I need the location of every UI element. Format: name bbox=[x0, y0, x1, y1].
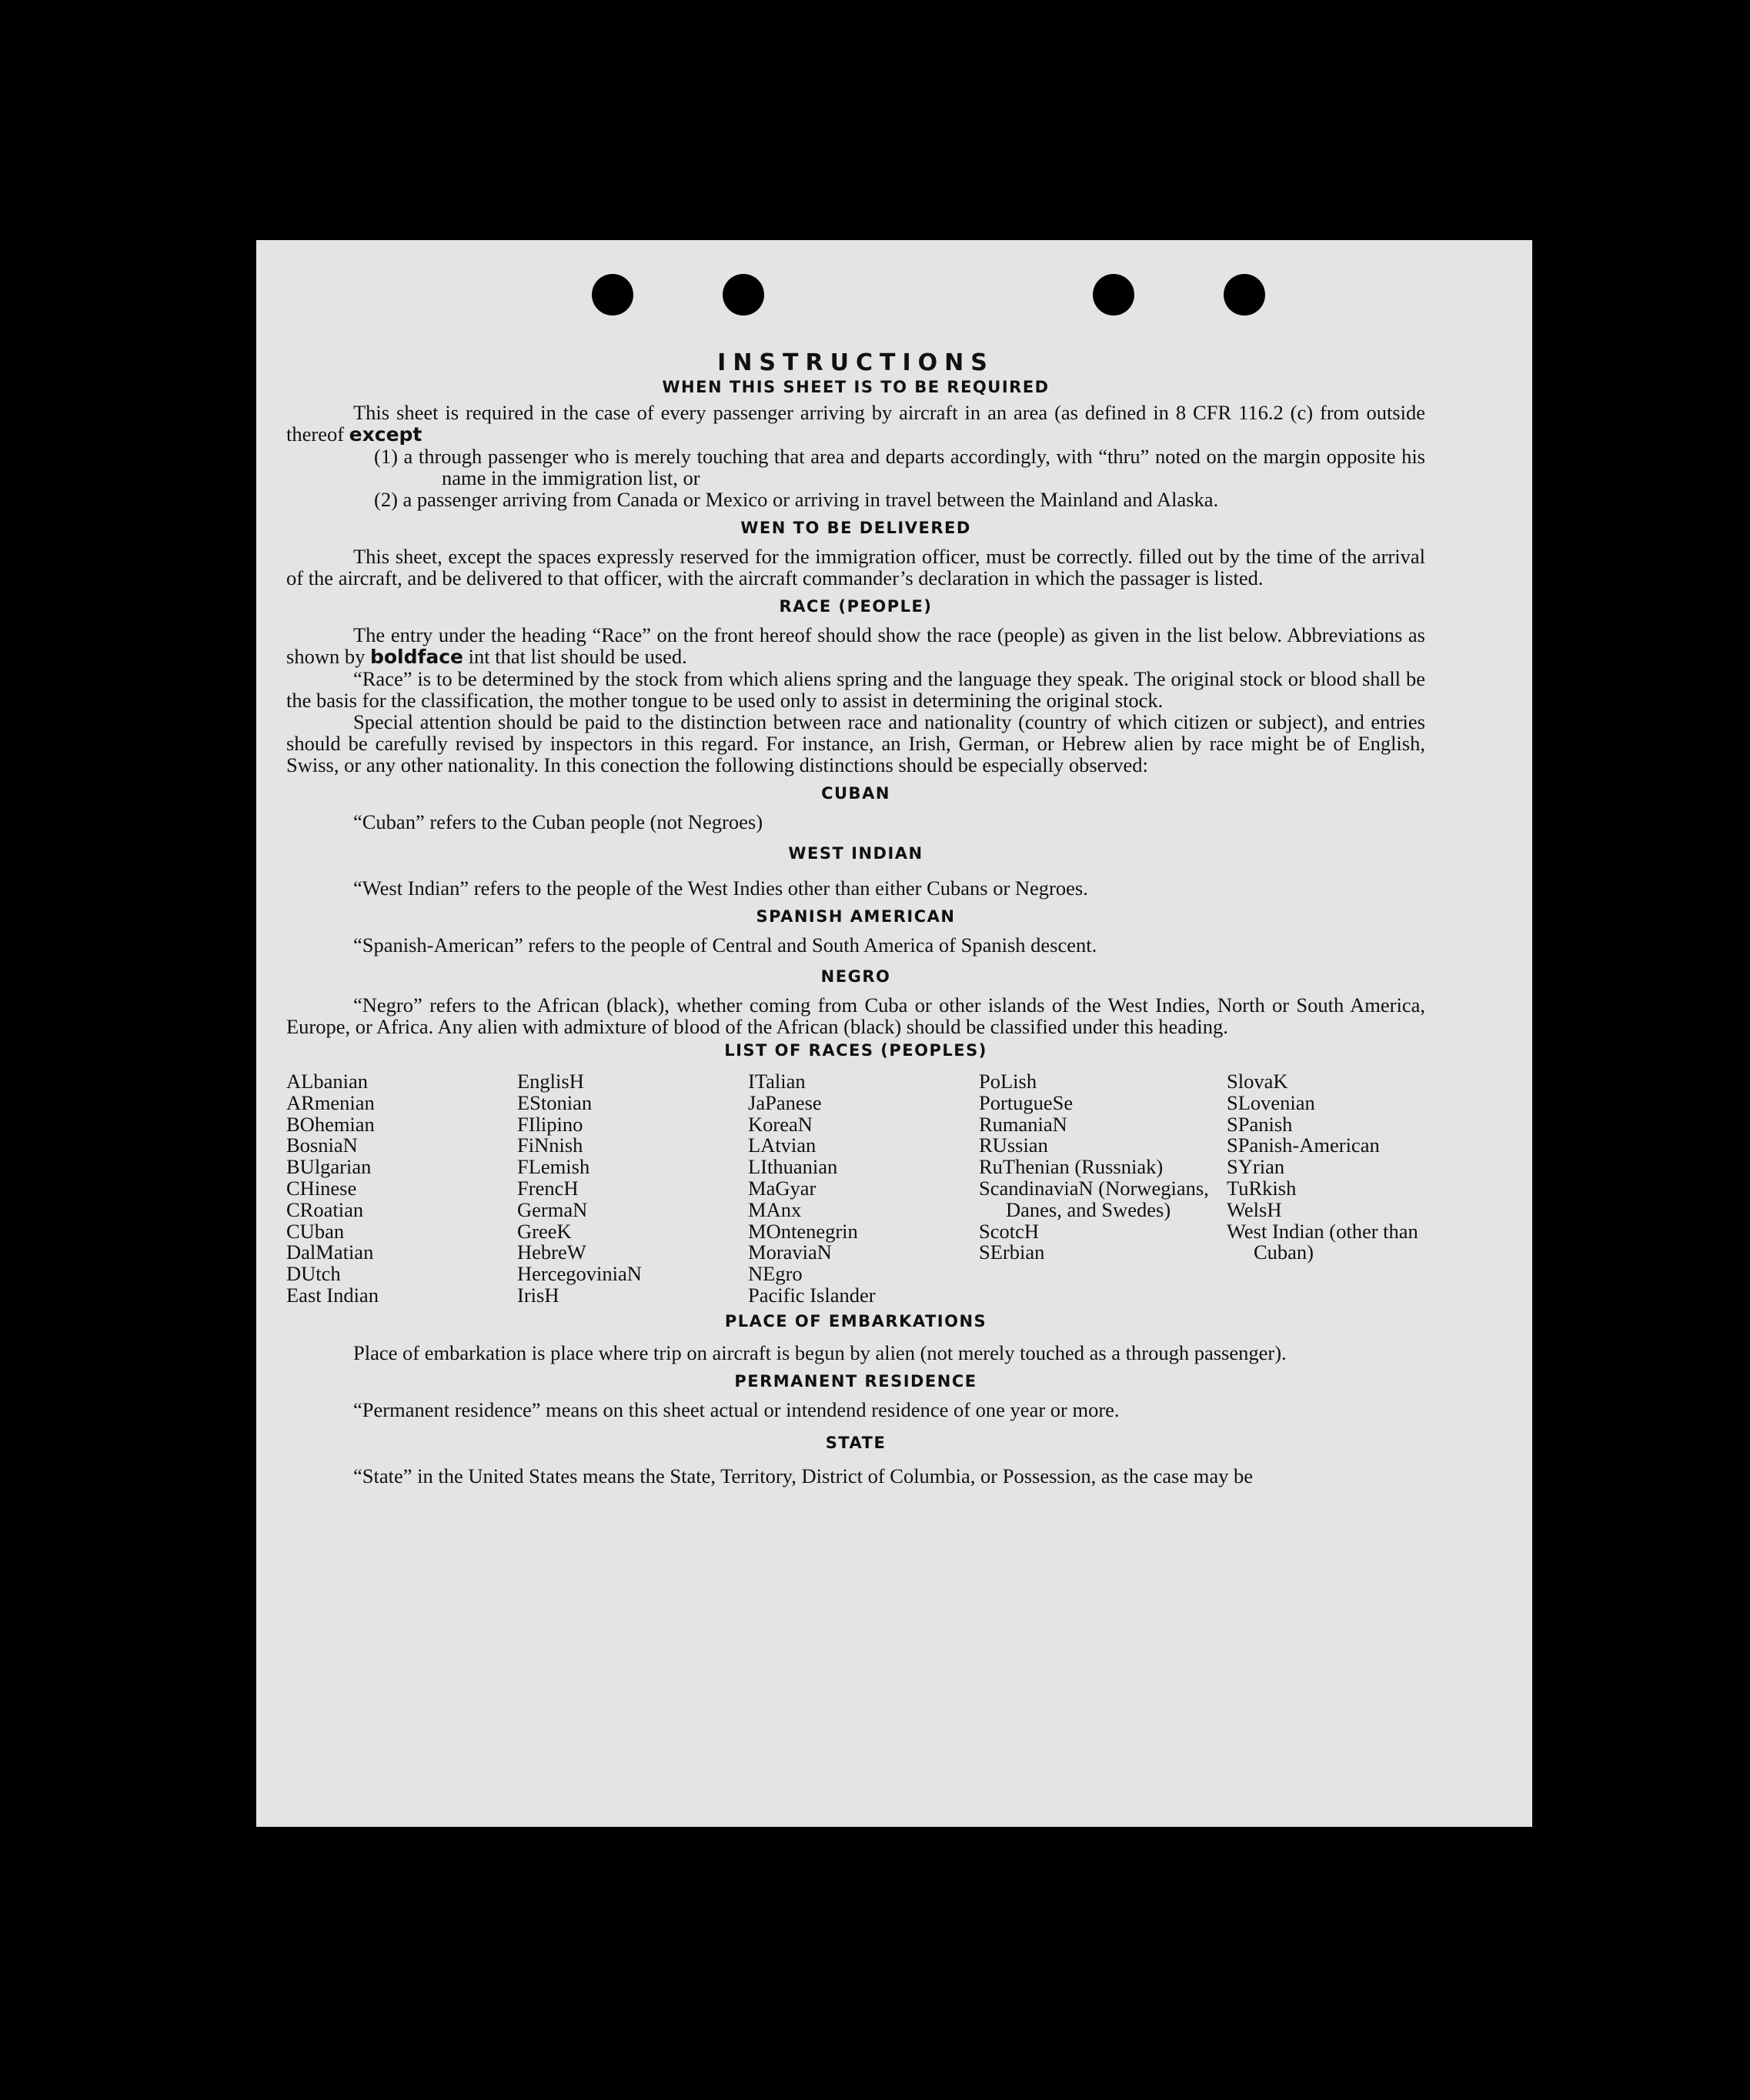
race-item: EnglisH bbox=[517, 1070, 584, 1093]
delivered-text: This sheet, except the spaces expressly reserved for the immigration officer, must be correctly. filled out by the time of the arrival of the aircraft, and be delivered to that officer, with the aircraft commander’s declaration in which the passager is listed. bbox=[286, 545, 1425, 589]
race-p1-text: The entry under the heading “Race” on the front hereof should show the race (people) as given in the list below. Abbreviations as shown by bbox=[286, 623, 1425, 668]
race-item: SYrian bbox=[1227, 1155, 1285, 1179]
section-heading-negro: NEGRO bbox=[820, 967, 891, 986]
races-list bbox=[286, 1071, 1425, 1307]
page-title: INSTRUCTIONS bbox=[717, 349, 994, 376]
race-item: ScandinaviaN (Norwegians, Danes, and Swedes) bbox=[979, 1176, 1209, 1221]
races-column bbox=[286, 1071, 517, 1307]
races-column bbox=[979, 1071, 1227, 1307]
punch-hole bbox=[723, 274, 764, 316]
races-column bbox=[1227, 1071, 1425, 1307]
section-heading-delivered: WEN TO BE DELIVERED bbox=[740, 519, 971, 537]
race-item: SlovaK bbox=[1227, 1070, 1288, 1093]
race-item: MOntenegrin bbox=[748, 1219, 858, 1243]
section-heading-races-list: LIST OF RACES (PEOPLES) bbox=[724, 1041, 987, 1060]
race-item: NEgro bbox=[748, 1262, 803, 1286]
race-item: EStonian bbox=[517, 1090, 593, 1114]
west-indian-text: “West Indian” refers to the people of the West Indies other than either Cubans or Negroes. bbox=[353, 876, 1088, 900]
race-item: SErbian bbox=[979, 1240, 1045, 1264]
race-item: CUban bbox=[286, 1219, 345, 1243]
race-item: FLemish bbox=[517, 1155, 590, 1179]
embarkation-text: Place of embarkation is place where trip on aircraft is begun by alien (not merely touched as a through passenger). bbox=[353, 1340, 1287, 1364]
race-item: HercegoviniaN bbox=[517, 1262, 642, 1286]
instructions-content bbox=[286, 349, 1425, 1487]
race-item: BosniaN bbox=[286, 1133, 358, 1157]
section-heading-race: RACE (PEOPLE) bbox=[779, 597, 933, 616]
race-item: West Indian (other than Cuban) bbox=[1227, 1219, 1418, 1264]
race-item: MoraviaN bbox=[748, 1240, 832, 1264]
required-keyword: except bbox=[349, 423, 422, 446]
race-item: HebreW bbox=[517, 1240, 586, 1264]
race-item: CRoatian bbox=[286, 1197, 364, 1221]
punch-hole bbox=[592, 274, 633, 316]
race-item: SPanish-American bbox=[1227, 1133, 1380, 1157]
race-item: GreeK bbox=[517, 1219, 572, 1243]
section-heading-embarkation: PLACE OF EMBARKATIONS bbox=[724, 1311, 987, 1330]
race-item: MAnx bbox=[748, 1197, 802, 1221]
race-paragraph-2: “Race” is to be determined by the stock from which aliens spring and the language they speak. The original stock or blood shall be the basis for the classification, the mother tongue to be used only to assist in determining the original stock. bbox=[286, 667, 1425, 712]
race-item: ALbanian bbox=[286, 1070, 368, 1093]
required-intro-text: This sheet is required in the case of every passenger arriving by aircraft in an area (as defined in 8 CFR 116.2 (c) from outside thereof bbox=[286, 401, 1425, 446]
race-item: FiNnish bbox=[517, 1133, 583, 1157]
race-item: FrencH bbox=[517, 1176, 579, 1200]
race-item: JaPanese bbox=[748, 1090, 822, 1114]
race-item: BOhemian bbox=[286, 1112, 375, 1136]
required-item-2: (2) a passenger arriving from Canada or Mexico or arriving in travel between the Mainland and Alaska. bbox=[374, 488, 1219, 511]
race-p1-after: int that list should be used. bbox=[468, 645, 687, 668]
race-p1-keyword: boldface bbox=[369, 646, 464, 668]
section-heading-required: WHEN THIS SHEET IS TO BE REQUIRED bbox=[662, 378, 1050, 396]
race-item: IrisH bbox=[517, 1283, 559, 1307]
race-item: TuRkish bbox=[1227, 1176, 1297, 1200]
section-heading-state: STATE bbox=[825, 1433, 887, 1452]
required-item-1: (1) a through passenger who is merely touching that area and departs accordingly, with “thru” noted on the margin opposite his name in the immigration list, or bbox=[374, 445, 1425, 489]
punch-hole bbox=[1224, 274, 1265, 316]
race-item: FIlipino bbox=[517, 1112, 583, 1136]
required-intro bbox=[286, 402, 1425, 446]
cuban-text: “Cuban” refers to the Cuban people (not Negroes) bbox=[353, 810, 763, 833]
section-heading-spanish-american: SPANISH AMERICAN bbox=[756, 907, 956, 926]
race-item: DUtch bbox=[286, 1262, 341, 1286]
race-item: East Indian bbox=[286, 1283, 379, 1307]
document-sheet bbox=[256, 240, 1532, 1827]
punch-hole bbox=[1093, 274, 1134, 316]
section-heading-west-indian: WEST INDIAN bbox=[788, 844, 923, 863]
race-item: KoreaN bbox=[748, 1112, 813, 1136]
state-text: “State” in the United States means the State, Territory, District of Columbia, or Possession, as the case may be bbox=[353, 1464, 1254, 1487]
race-item: SPanish bbox=[1227, 1112, 1293, 1136]
residence-text: “Permanent residence” means on this sheet actual or intendend residence of one year or more. bbox=[353, 1397, 1120, 1421]
races-column bbox=[748, 1071, 979, 1307]
race-item: PoLish bbox=[979, 1070, 1037, 1093]
spanish-american-text: “Spanish-American” refers to the people of Central and South America of Spanish descent. bbox=[353, 933, 1097, 957]
race-item: ScotcH bbox=[979, 1219, 1040, 1243]
race-item: WelsH bbox=[1227, 1197, 1282, 1221]
race-item: Pacific Islander bbox=[748, 1283, 876, 1307]
race-item: PortugueSe bbox=[979, 1090, 1074, 1114]
section-heading-cuban: CUBAN bbox=[821, 784, 890, 803]
race-item: RUssian bbox=[979, 1133, 1048, 1157]
race-item: BUlgarian bbox=[286, 1155, 372, 1179]
race-item: SLovenian bbox=[1227, 1090, 1315, 1114]
race-item: DalMatian bbox=[286, 1240, 374, 1264]
race-item: RuThenian (Russniak) bbox=[979, 1155, 1164, 1179]
races-column bbox=[517, 1071, 748, 1307]
race-paragraph-1 bbox=[286, 624, 1425, 668]
race-item: RumaniaN bbox=[979, 1112, 1067, 1136]
race-item: GermaN bbox=[517, 1197, 588, 1221]
race-paragraph-3: Special attention should be paid to the distinction between race and nationality (country of which citizen or subject), and entries should be carefully revised by inspectors in this regard. For instance, an Irish, German, or Hebrew alien by race might be of English, Swiss, or any other nationality. In this conection the following distinctions should be especially observed: bbox=[286, 710, 1425, 776]
negro-text: “Negro” refers to the African (black), whether coming from Cuba or other islands of the West Indies, North or South America, Europe, or Africa. Any alien with admixture of blood of the African (black) should be classified under this heading. bbox=[286, 993, 1425, 1038]
race-item: LIthuanian bbox=[748, 1155, 838, 1179]
section-heading-residence: PERMANENT RESIDENCE bbox=[734, 1371, 977, 1391]
race-item: ITalian bbox=[748, 1070, 806, 1093]
race-item: LAtvian bbox=[748, 1133, 817, 1157]
race-item: MaGyar bbox=[748, 1176, 817, 1200]
race-item: CHinese bbox=[286, 1176, 357, 1200]
race-item: ARmenian bbox=[286, 1090, 375, 1114]
